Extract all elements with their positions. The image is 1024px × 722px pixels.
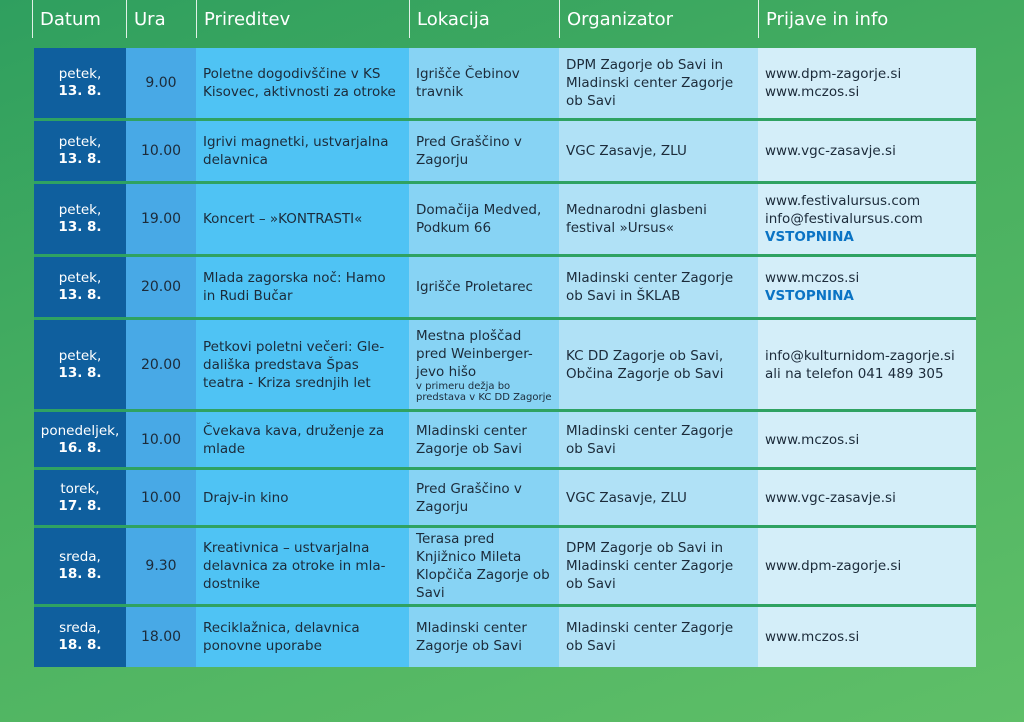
location-cell: Mladinski center Zagorje ob Savi — [409, 412, 559, 467]
date-label: 16. 8. — [58, 439, 102, 456]
date-cell — [34, 607, 126, 667]
table-header — [0, 0, 1024, 40]
info-phone: ali na telefon 041 489 305 — [765, 365, 944, 382]
info-link[interactable]: www.mczos.si — [765, 431, 860, 448]
date-cell — [34, 48, 126, 118]
table-row — [34, 607, 976, 667]
info-cell — [758, 607, 976, 667]
location-cell: Mladinski center Zagorje ob Savi — [409, 607, 559, 667]
day-label: petek, — [58, 202, 102, 218]
time-cell: 9.30 — [126, 528, 196, 604]
location-cell: Terasa pred Knjižnico Mileta Klopčiča Zagorje ob Savi — [409, 528, 559, 604]
day-label: torek, — [60, 480, 100, 497]
date-cell — [34, 320, 126, 409]
day-label: petek, — [58, 270, 102, 286]
header-lokacija: Lokacija — [409, 0, 559, 38]
date-label: 13. 8. — [58, 151, 102, 167]
time-cell: 20.00 — [126, 320, 196, 409]
time-cell: 20.00 — [126, 257, 196, 317]
day-label: sreda, — [59, 549, 101, 565]
info-cell — [758, 320, 976, 409]
day-label: petek, — [58, 134, 102, 150]
organizer-cell: Mladinski center Zagorje ob Savi — [559, 607, 758, 667]
event-cell: Koncert – »KONTRASTI« — [196, 184, 409, 254]
info-link[interactable]: www.mczos.si — [765, 84, 860, 100]
event-cell: Kreativnica – ustvarjalna delavnica za otroke in mla-dostnike — [196, 528, 409, 604]
event-cell: Petkovi poletni večeri: Gle-dališka predstava Špas teatra - Kriza srednjih let — [196, 320, 409, 409]
event-cell: Drajv-in kino — [196, 470, 409, 525]
location-cell: Igrišče Čebinov travnik — [409, 48, 559, 118]
info-link[interactable]: www.mczos.si — [765, 270, 860, 286]
location-cell: Domačija Medved, Podkum 66 — [409, 184, 559, 254]
organizer-cell: KC DD Zagorje ob Savi, Občina Zagorje ob Savi — [559, 320, 758, 409]
header-prijave: Prijave in info — [758, 0, 976, 38]
organizer-cell: DPM Zagorje ob Savi in Mladinski center Zagorje ob Savi — [559, 48, 758, 118]
header-ura: Ura — [126, 0, 196, 38]
date-label: 13. 8. — [58, 219, 102, 235]
date-cell — [34, 184, 126, 254]
date-cell — [34, 412, 126, 467]
events-table — [34, 48, 976, 667]
info-email[interactable]: info@kulturnidom-zagorje.si — [765, 347, 955, 364]
time-cell: 10.00 — [126, 470, 196, 525]
location-cell: Pred Graščino v Zagorju — [409, 470, 559, 525]
date-label: 18. 8. — [58, 566, 102, 582]
table-row — [34, 320, 976, 412]
table-row — [34, 121, 976, 184]
organizer-cell: Mednarodni glasbeni festival »Ursus« — [559, 184, 758, 254]
time-cell: 10.00 — [126, 412, 196, 467]
ticket-badge: VSTOPNINA — [765, 229, 854, 245]
time-cell: 9.00 — [126, 48, 196, 118]
info-link[interactable]: www.mczos.si — [765, 629, 860, 645]
date-cell — [34, 470, 126, 525]
date-cell — [34, 121, 126, 181]
time-cell: 18.00 — [126, 607, 196, 667]
organizer-cell: Mladinski center Zagorje ob Savi in ŠKLAB — [559, 257, 758, 317]
info-link[interactable]: www.vgc-zasavje.si — [765, 143, 896, 159]
location-cell: Pred Graščino v Zagorju — [409, 121, 559, 181]
ticket-badge: VSTOPNINA — [765, 288, 854, 304]
info-cell — [758, 48, 976, 118]
day-label: petek, — [58, 347, 102, 364]
info-cell — [758, 257, 976, 317]
time-cell: 10.00 — [126, 121, 196, 181]
time-cell: 19.00 — [126, 184, 196, 254]
organizer-cell: Mladinski center Zagorje ob Savi — [559, 412, 758, 467]
date-label: 13. 8. — [58, 287, 102, 303]
info-cell — [758, 121, 976, 181]
location-note: v primeru dežja bo predstava v KC DD Zagorje — [416, 380, 552, 403]
date-cell — [34, 528, 126, 604]
table-row — [34, 184, 976, 257]
table-row — [34, 528, 976, 607]
info-link[interactable]: www.festivalursus.com — [765, 193, 921, 209]
event-cell: Čvekava kava, druženje za mlade — [196, 412, 409, 467]
event-cell: Poletne dogodivščine v KS Kisovec, aktivnosti za otroke — [196, 48, 409, 118]
table-row — [34, 257, 976, 320]
info-email[interactable]: info@festivalursus.com — [765, 211, 923, 227]
table-row — [34, 412, 976, 470]
table-row — [34, 470, 976, 528]
location-cell: Igrišče Proletarec — [409, 257, 559, 317]
event-cell: Reciklažnica, delavnica ponovne uporabe — [196, 607, 409, 667]
event-cell: Mlada zagorska noč: Hamo in Rudi Bučar — [196, 257, 409, 317]
info-cell — [758, 184, 976, 254]
day-label: petek, — [58, 66, 102, 82]
date-label: 17. 8. — [58, 497, 102, 514]
date-label: 18. 8. — [58, 637, 102, 653]
header-prireditev: Prireditev — [196, 0, 409, 38]
date-label: 13. 8. — [58, 364, 102, 381]
organizer-cell: VGC Zasavje, ZLU — [559, 470, 758, 525]
table-row — [34, 48, 976, 121]
date-cell — [34, 257, 126, 317]
location-label: Mestna ploščad pred Weinberger-jevo hišo — [416, 327, 533, 380]
location-cell — [409, 320, 559, 409]
info-link[interactable]: www.vgc-zasavje.si — [765, 489, 896, 506]
info-cell — [758, 412, 976, 467]
organizer-cell: DPM Zagorje ob Savi in Mladinski center Zagorje ob Savi — [559, 528, 758, 604]
info-cell — [758, 528, 976, 604]
info-cell — [758, 470, 976, 525]
info-link[interactable]: www.dpm-zagorje.si — [765, 558, 902, 574]
day-label: sreda, — [59, 620, 101, 636]
organizer-cell: VGC Zasavje, ZLU — [559, 121, 758, 181]
date-label: 13. 8. — [58, 83, 102, 99]
day-label: ponedeljek, — [40, 422, 120, 439]
header-organizator: Organizator — [559, 0, 758, 38]
info-link[interactable]: www.dpm-zagorje.si — [765, 66, 902, 82]
event-cell: Igrivi magnetki, ustvarjalna delavnica — [196, 121, 409, 181]
header-datum: Datum — [32, 0, 126, 38]
